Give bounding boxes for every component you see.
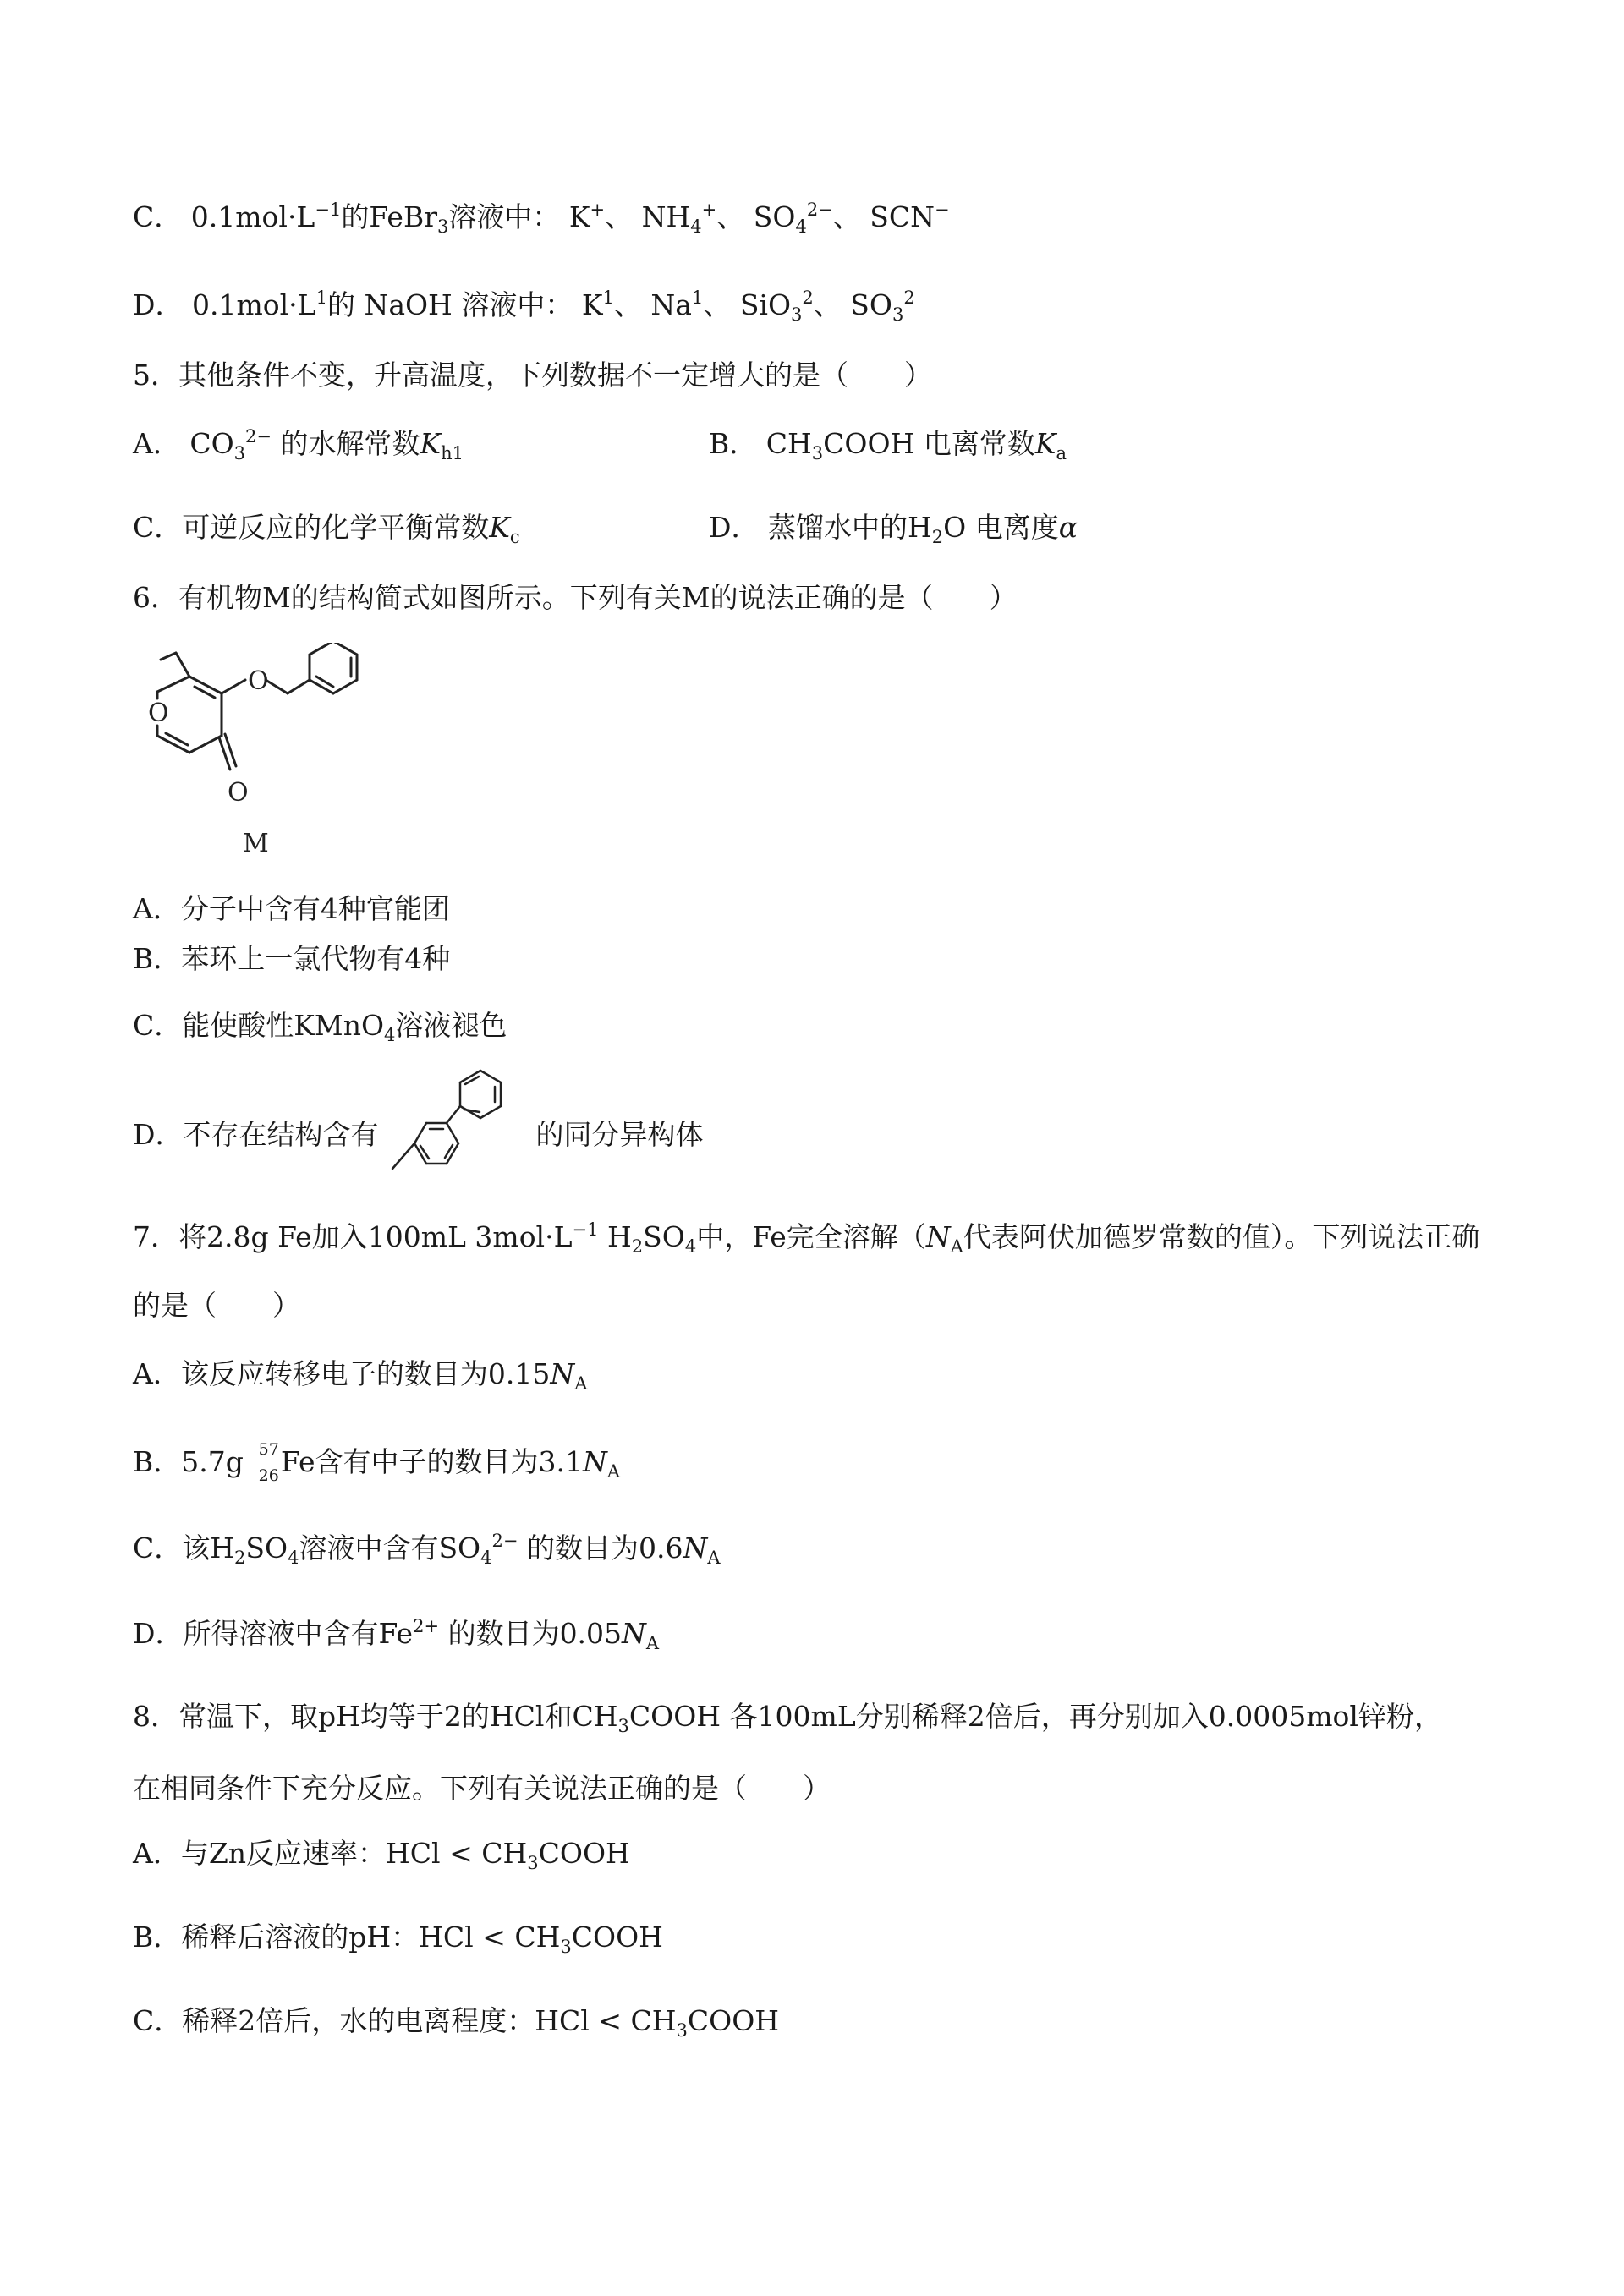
constant-symbol: K	[489, 511, 510, 544]
acid-formula: H	[606, 1220, 632, 1253]
q6-option-b: B．苯环上一氯代物有4种	[133, 942, 451, 975]
concentration: 0.1mol·L	[191, 288, 316, 321]
molecule-label: M	[243, 829, 269, 858]
option-letter: C．	[133, 200, 183, 233]
avogadro-symbol: N	[925, 1220, 951, 1253]
q8-option-b: B．稀释后溶液的pH：HCl < $CH_3COOH$	[133, 1921, 663, 1957]
isotope-notation: 57 26	[258, 1440, 279, 1485]
q4-option-c: C． $0.1mol\cdot L^{-1}$的FeBr$_3$溶液中： K+、 $NH_4^+$、 $SO_4^{2-}$、 SCN−	[133, 200, 950, 237]
ring-oxygen-label: O	[148, 699, 169, 728]
salt-formula: FeBr	[369, 200, 437, 233]
water-formula: H	[907, 511, 932, 544]
q6-stem: 6．有机物M的结构简式如图所示。下列有关M的说法正确的是（ ）	[133, 581, 1018, 614]
q7-option-d: D．所得溶液中含有$Fe^{2+}$ 的数目为$0.05N_A$	[133, 1616, 660, 1653]
carbonyl-oxygen-label: O	[228, 778, 249, 808]
q5-stem: 5．其他条件不变，升高温度，下列数据不一定增大的是（ ）	[133, 359, 932, 392]
q4-option-d: D． $0.1mol\cdot L^1$的 NaOH 溶液中： $K^1$、 Na$^1$、 SiO$_3^2$、 $SO_3^2$	[133, 288, 915, 325]
q7-option-c: C．该$H_2SO_4$溶液中含有$SO_4^{2-}$ 的数目为$0.6N_A$	[133, 1531, 721, 1568]
ion: SO	[850, 288, 892, 321]
acid-quantity: 100mL 3mol·L	[367, 1220, 573, 1253]
q7-stem-line1: 7．将2.8g Fe加入100mL $3mol\cdot L^{-1}$ $H_2SO_4$中，Fe完全溶解（$N_A$代表阿伏加德罗常数的值）。下列说法正确	[133, 1219, 1480, 1257]
q6-option-a: A．分子中含有4种官能团	[133, 892, 450, 925]
ion: CO	[189, 427, 234, 460]
q7-option-a: A．该反应转移电子的数目为$0.15N_A$	[133, 1357, 588, 1394]
molecule-m-structure	[127, 643, 406, 863]
acid-formula: CH	[765, 427, 812, 460]
q8-stem-line2: 在相同条件下充分反应。下列有关说法正确的是（ ）	[133, 1772, 831, 1805]
constant-symbol: K	[1034, 427, 1056, 460]
ion: K	[568, 200, 590, 233]
ether-oxygen-label: O	[248, 666, 269, 696]
q6-option-c: C．能使酸性KMnO$_4$溶液褪色	[133, 1009, 508, 1045]
option-letter: D．	[133, 288, 184, 321]
ion: NH	[641, 200, 691, 233]
ion: K	[581, 288, 603, 321]
q5-option-c: C．可逆反应的化学平衡常数$K_c$	[133, 511, 520, 547]
concentration: 0.1mol·L	[190, 200, 315, 233]
q5-option-b: B． $CH_3COOH$ 电离常数$K_a$	[709, 427, 1067, 463]
q7-stem-line2: 的是（ ）	[133, 1289, 300, 1322]
biphenyl-fragment-structure	[382, 1067, 543, 1194]
ion: Na	[650, 288, 692, 321]
constant-symbol: K	[420, 427, 442, 460]
q8-option-a: A．与Zn反应速率：HCl < $CH_3COOH$	[133, 1837, 630, 1873]
permanganate-formula: KMnO	[294, 1009, 385, 1042]
q5-option-d: D． 蒸馏水中的$H_2O$ 电离度α	[709, 511, 1078, 547]
q6-option-d: D．不存在结构含有 的同分异构体	[133, 1118, 704, 1151]
base-formula: NaOH	[364, 288, 453, 321]
ion: SiO	[739, 288, 792, 321]
ion: SO	[753, 200, 796, 233]
alpha-symbol: α	[1058, 511, 1078, 544]
q8-option-c: C．稀释2倍后，水的电离程度：HCl < $CH_3COOH$	[133, 2004, 780, 2041]
ion: SCN	[870, 200, 935, 233]
q7-option-b: B．5.7g 57 26 Fe含有中子的数目为$3.1N_A$	[133, 1440, 621, 1485]
q8-stem-line1: 8．常温下，取pH均等于2的HCl和$CH_3COOH$ 各100mL分别稀释2倍后，再分别加入0.0005mol锌粉，	[133, 1700, 1442, 1736]
q5-option-a: A． $CO_3^{2-}$ 的水解常数$K_{h1}$	[133, 426, 464, 463]
